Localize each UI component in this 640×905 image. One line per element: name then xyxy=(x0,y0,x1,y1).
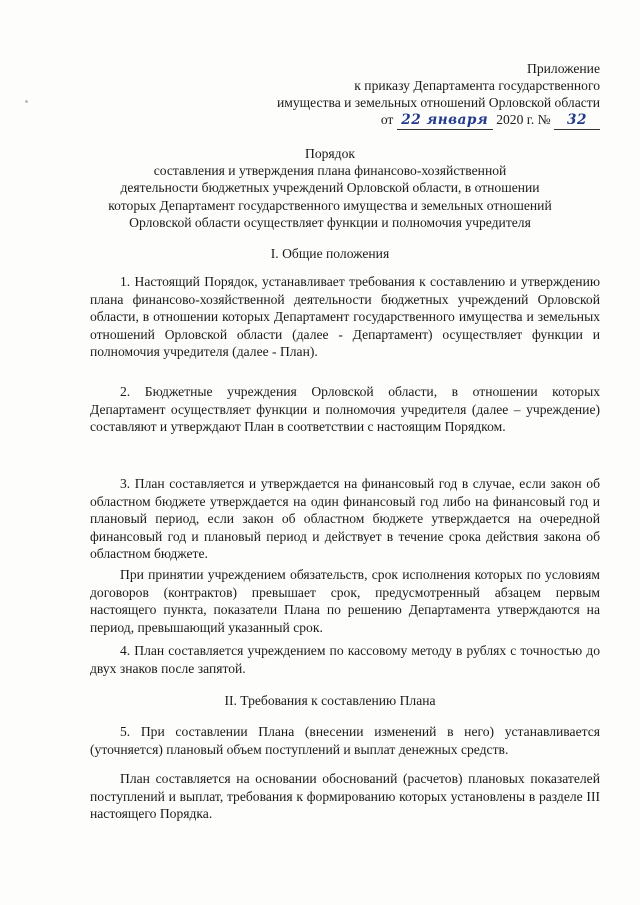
title-line: которых Департамент государственного имущества и земельных отношений xyxy=(108,197,552,213)
handwritten-date: 22 января xyxy=(397,111,493,130)
order-reference-line-2: имущества и земельных отношений Орловской области xyxy=(276,95,600,110)
date-prefix: от xyxy=(380,112,394,127)
scan-speck xyxy=(25,100,28,103)
order-reference-line-1: к приказу Департамента государственного xyxy=(354,78,600,93)
appendix-label: Приложение xyxy=(527,61,600,76)
order-date-line xyxy=(277,111,600,130)
title-heading: Порядок xyxy=(305,146,355,161)
order-year: 2020 г. № xyxy=(496,112,551,127)
title-line: составления и утверждения плана финансово-хозяйственной xyxy=(153,163,507,179)
paragraph-5-continued: План составляется на основании обоснований (расчетов) плановых показателей поступлений и выплат, требования к формированию которых установлены в разделе III настоящего Порядка. xyxy=(90,771,600,821)
paragraph-2: 2. Бюджетные учреждения Орловской области, в отношении которых Департамент осуществляет функции и полномочия учредителя (далее – учреждение) составляют и утверждают План в соответствии с настоящим Порядком. xyxy=(90,384,600,434)
paragraph-4: 4. План составляется учреждением по кассовому методу в рублях с точностью до двух знаков после запятой. xyxy=(90,643,600,676)
paragraph-3: 3. План составляется и утверждается на финансовый год в случае, если закон об областном бюджете утверждается на один финансовый год либо на финансовый год и плановый период, если закон об областном бюджете утверждается на очередной финансовый год и плановый период и действует в течение срока действия закона об областном бюджете. xyxy=(90,476,600,561)
paragraph-1: 1. Настоящий Порядок, устанавливает требования к составлению и утверждению плана финансово-хозяйственной деятельности бюджетных учреждений Орловской области, в отношении которых Департамент государственного имущества и земельных отношений Орловской области (далее - Департамент) осуществляет функции и полномочия учредителя (далее - План). xyxy=(90,274,600,359)
title-line: деятельности бюджетных учреждений Орловской области, в отношении xyxy=(120,180,540,196)
section-heading-general: I. Общие положения xyxy=(270,246,390,261)
paragraph-5: 5. При составлении Плана (внесении изменений в него) устанавливается (уточняется) плановый объем поступлений и выплат денежных средств. xyxy=(90,724,600,757)
paragraph-3-continued: При принятии учреждением обязательств, срок исполнения которых по условиям договоров (контрактов) превышает срок, предусмотренный абзацем первым настоящего пункта, показатели Плана по решению Департамента утверждаются на период, превышающий указанный срок. xyxy=(90,567,600,635)
section-heading-requirements: II. Требования к составлению Плана xyxy=(224,693,436,708)
title-line: Орловской области осуществляет функции и полномочия учредителя xyxy=(129,214,531,230)
handwritten-number: 32 xyxy=(554,111,600,130)
appendix-header xyxy=(277,60,600,130)
document-title xyxy=(60,145,600,231)
